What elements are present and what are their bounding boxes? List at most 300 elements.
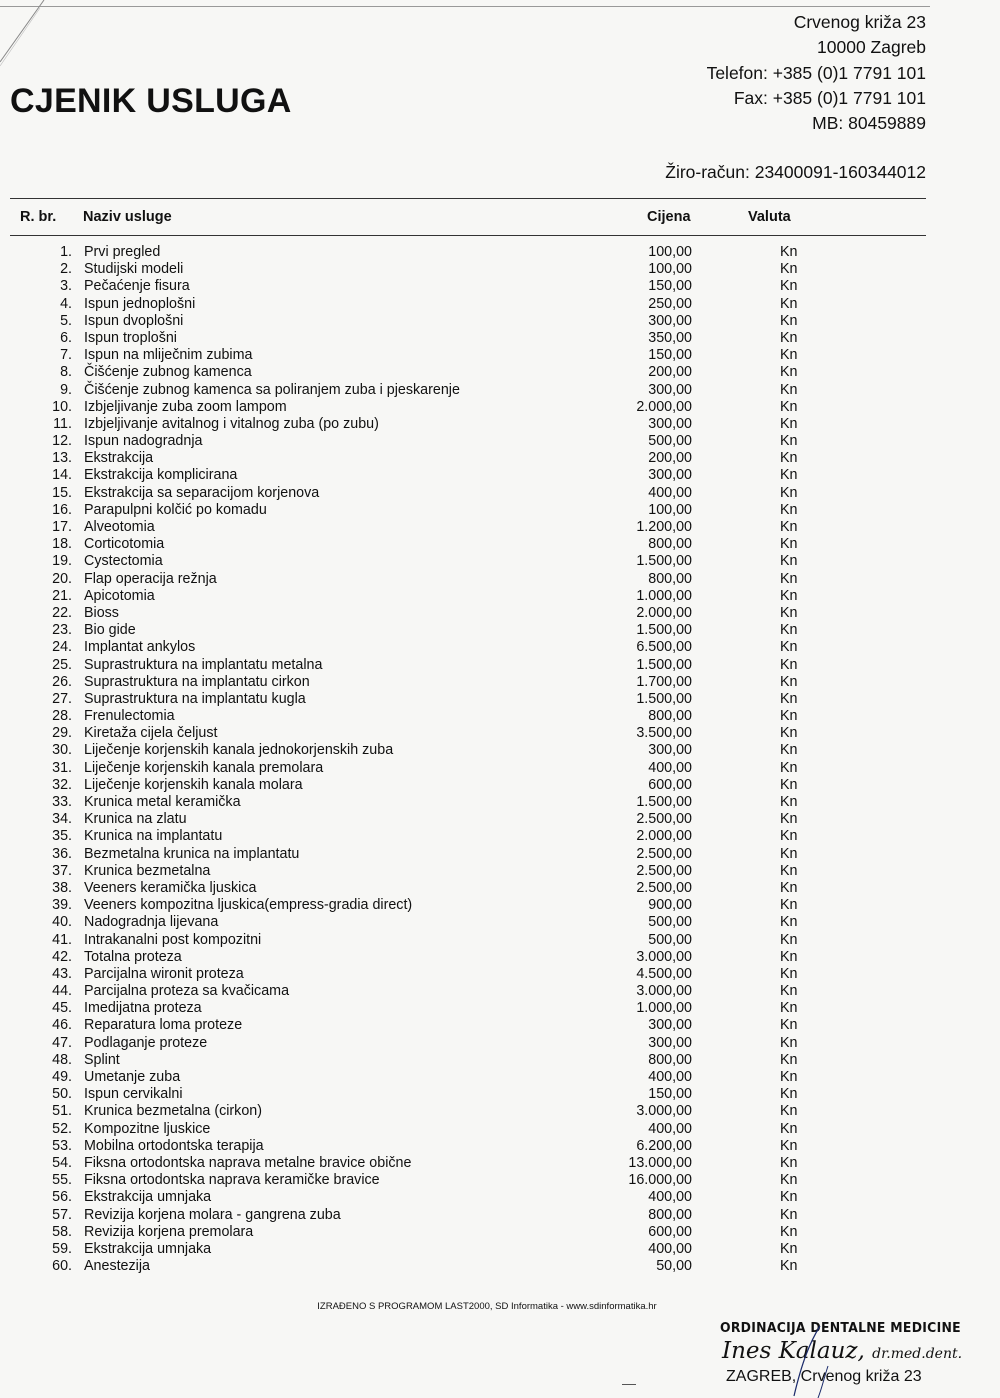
row-currency: Kn: [780, 1137, 798, 1154]
row-currency: Kn: [780, 794, 798, 810]
page-fold-mark: [0, 0, 60, 70]
row-price: 400,00: [648, 1120, 692, 1137]
row-service-name: Krunica bezmetalna: [84, 862, 211, 879]
row-currency: Kn: [780, 244, 798, 260]
row-currency: Kn: [780, 364, 798, 381]
table-row: [0, 1207, 1000, 1224]
row-currency: Kn: [780, 519, 798, 535]
table-row: [0, 657, 1000, 674]
row-number: 41.: [52, 931, 72, 948]
table-row: [0, 1241, 1000, 1258]
row-number: 23.: [52, 622, 72, 639]
row-currency: Kn: [780, 1223, 798, 1240]
row-price: 3.500,00: [636, 725, 692, 742]
row-price: 2.500,00: [636, 845, 692, 862]
row-currency: Kn: [780, 1000, 798, 1017]
table-row: [0, 949, 1000, 966]
row-price: 1.500,00: [636, 794, 692, 810]
row-currency: Kn: [780, 1120, 798, 1137]
row-currency: Kn: [780, 536, 798, 553]
row-service-name: Ekstrakcija: [84, 450, 154, 467]
address-phone: Telefon: +385 (0)1 7791 101: [706, 62, 926, 83]
row-price: 200,00: [648, 364, 692, 381]
row-currency: Kn: [780, 467, 798, 484]
row-number: 60.: [52, 1258, 72, 1275]
row-number: 48.: [52, 1051, 72, 1068]
row-number: 56.: [52, 1189, 72, 1206]
address-street: Crvenog križa 23: [793, 12, 926, 32]
row-number: 24.: [52, 639, 72, 656]
table-row: [0, 450, 1000, 467]
stamp-doctor-title: dr.med.dent.: [872, 1346, 963, 1362]
table-row: [0, 433, 1000, 450]
row-currency: Kn: [780, 862, 798, 879]
table-row: [0, 502, 1000, 519]
price-list-table: [0, 244, 1000, 1275]
table-top-rule: [10, 198, 926, 199]
stamp-address: ZAGREB, Crvenog križa 23: [726, 1368, 922, 1385]
row-currency: Kn: [780, 312, 798, 329]
row-number: 21.: [52, 587, 72, 604]
row-number: 59.: [52, 1240, 72, 1257]
row-currency: Kn: [780, 656, 798, 673]
row-price: 800,00: [648, 570, 692, 587]
row-service-name: Parcijalna proteza sa kvačicama: [84, 983, 290, 1000]
row-service-name: Parcijalna wironit proteza: [84, 965, 244, 982]
row-currency: Kn: [780, 759, 798, 776]
row-currency: Kn: [780, 1034, 798, 1051]
row-price: 300,00: [648, 742, 692, 759]
row-service-name: Ekstrakcija umnjaka: [84, 1240, 212, 1257]
row-price: 300,00: [648, 467, 692, 484]
row-number: 11.: [53, 415, 72, 432]
row-number: 29.: [52, 725, 72, 742]
row-service-name: Mobilna ortodontska terapija: [84, 1137, 264, 1154]
row-price: 300,00: [648, 381, 692, 398]
table-row: [0, 983, 1000, 1000]
row-number: 34.: [52, 811, 72, 828]
row-currency: Kn: [780, 742, 798, 759]
row-service-name: Kompozitne ljuskice: [84, 1120, 211, 1137]
row-number: 47.: [52, 1034, 72, 1051]
row-service-name: Intrakanalni post kompozitni: [84, 931, 262, 948]
row-currency: Kn: [780, 948, 798, 965]
row-price: 1.500,00: [636, 690, 692, 707]
row-service-name: Čišćenje zubnog kamenca sa poliranjem zuba i pjeskarenje: [84, 381, 460, 398]
row-number: 27.: [52, 690, 72, 707]
row-number: 2.: [60, 261, 72, 278]
row-price: 2.000,00: [636, 828, 692, 845]
row-price: 800,00: [648, 536, 692, 553]
clinic-address-block: [707, 10, 926, 136]
row-service-name: Splint: [84, 1051, 120, 1068]
row-currency: Kn: [780, 897, 798, 914]
row-number: 7.: [60, 347, 72, 364]
row-service-name: Bezmetalna krunica na implantatu: [84, 845, 300, 862]
row-service-name: Izbjeljivanje avitalnog i vitalnog zuba (po zubu): [84, 415, 379, 432]
bank-account: Žiro-račun: 23400091-160344012: [665, 162, 926, 182]
table-row: [0, 382, 1000, 399]
table-row: [0, 588, 1000, 605]
row-service-name: Suprastruktura na implantatu kugla: [84, 690, 306, 707]
row-service-name: Liječenje korjenskih kanala molara: [84, 776, 303, 793]
stamp-clinic-name: ORDINACIJA DENTALNE MEDICINE: [720, 1320, 961, 1336]
row-currency: Kn: [780, 776, 798, 793]
table-row: [0, 639, 1000, 656]
row-service-name: Suprastruktura na implantatu metalna: [84, 656, 323, 673]
row-service-name: Revizija korjena molara - gangrena zuba: [84, 1206, 341, 1223]
row-price: 1.700,00: [636, 673, 692, 690]
address-mb: MB: 80459889: [812, 113, 926, 134]
row-currency: Kn: [780, 673, 798, 690]
row-service-name: Krunica na implantatu: [84, 828, 223, 845]
row-service-name: Ispun dvoplošni: [84, 312, 184, 329]
table-row: [0, 932, 1000, 949]
table-row: [0, 605, 1000, 622]
row-number: 46.: [52, 1017, 72, 1034]
row-number: 12.: [52, 433, 72, 450]
row-number: 37.: [52, 862, 72, 879]
table-row: [0, 742, 1000, 759]
row-currency: Kn: [780, 725, 798, 742]
row-number: 40.: [52, 914, 72, 931]
row-number: 19.: [52, 553, 72, 570]
table-row: [0, 364, 1000, 381]
row-currency: Kn: [780, 261, 798, 278]
table-row: [0, 536, 1000, 553]
row-service-name: Imedijatna proteza: [84, 1000, 202, 1017]
row-currency: Kn: [780, 433, 798, 450]
row-service-name: Kiretaža cijela čeljust: [84, 725, 218, 742]
page-title: CJENIK USLUGA: [10, 82, 292, 120]
row-number: 31.: [52, 759, 72, 776]
stamp-doctor-name-text: Ines Kalauz,: [722, 1338, 865, 1364]
row-currency: Kn: [780, 1017, 798, 1034]
row-service-name: Studijski modeli: [84, 261, 184, 278]
table-row: [0, 1017, 1000, 1034]
row-currency: Kn: [780, 983, 798, 1000]
row-price: 300,00: [648, 312, 692, 329]
row-number: 43.: [52, 965, 72, 982]
row-currency: Kn: [780, 570, 798, 587]
row-price: 300,00: [648, 1034, 692, 1051]
table-row: [0, 811, 1000, 828]
table-row: [0, 519, 1000, 536]
table-row: [0, 261, 1000, 278]
top-rule: [0, 6, 930, 7]
row-price: 200,00: [648, 450, 692, 467]
table-row: [0, 1103, 1000, 1120]
row-service-name: Ispun troplošni: [84, 329, 177, 346]
row-currency: Kn: [780, 1206, 798, 1223]
row-price: 800,00: [648, 1206, 692, 1223]
row-currency: Kn: [780, 415, 798, 432]
row-number: 28.: [52, 708, 72, 725]
row-number: 54.: [52, 1154, 72, 1171]
table-row: [0, 1155, 1000, 1172]
row-currency: Kn: [780, 278, 798, 295]
row-service-name: Krunica metal keramička: [84, 794, 241, 810]
table-row: [0, 313, 1000, 330]
row-price: 800,00: [648, 1051, 692, 1068]
row-number: 58.: [52, 1223, 72, 1240]
row-currency: Kn: [780, 501, 798, 518]
row-service-name: Liječenje korjenskih kanala jednokorjenskih zuba: [84, 742, 394, 759]
table-row: [0, 1138, 1000, 1155]
row-number: 55.: [52, 1172, 72, 1189]
row-service-name: Flap operacija režnja: [84, 570, 217, 587]
row-currency: Kn: [780, 845, 798, 862]
row-price: 1.500,00: [636, 622, 692, 639]
table-row: [0, 278, 1000, 295]
row-currency: Kn: [780, 295, 798, 312]
row-currency: Kn: [780, 553, 798, 570]
row-service-name: Ispun cervikalni: [84, 1086, 183, 1103]
row-price: 1.200,00: [636, 519, 692, 535]
table-row: [0, 330, 1000, 347]
table-row: [0, 244, 1000, 261]
row-currency: Kn: [780, 914, 798, 931]
row-number: 8.: [60, 364, 72, 381]
row-number: 5.: [60, 312, 72, 329]
row-currency: Kn: [780, 931, 798, 948]
table-row: [0, 571, 1000, 588]
row-currency: Kn: [780, 1240, 798, 1257]
row-service-name: Reparatura loma proteze: [84, 1017, 243, 1034]
row-number: 38.: [52, 879, 72, 896]
table-row: [0, 674, 1000, 691]
row-currency: Kn: [780, 347, 798, 364]
row-currency: Kn: [780, 329, 798, 346]
row-price: 400,00: [648, 1240, 692, 1257]
row-price: 2.500,00: [636, 879, 692, 896]
table-row: [0, 777, 1000, 794]
row-number: 30.: [52, 742, 72, 759]
row-price: 3.000,00: [636, 1103, 692, 1120]
row-service-name: Ispun jednoplošni: [84, 295, 196, 312]
row-price: 250,00: [648, 295, 692, 312]
row-price: 3.000,00: [636, 948, 692, 965]
row-number: 32.: [52, 776, 72, 793]
row-price: 400,00: [648, 484, 692, 501]
row-price: 1.000,00: [636, 587, 692, 604]
row-price: 300,00: [648, 415, 692, 432]
address-fax: Fax: +385 (0)1 7791 101: [733, 87, 926, 108]
row-number: 15.: [52, 484, 72, 501]
table-row: [0, 725, 1000, 742]
row-price: 1.500,00: [636, 553, 692, 570]
row-price: 2.500,00: [636, 811, 692, 828]
table-row: [0, 897, 1000, 914]
row-service-name: Corticotomia: [84, 536, 165, 553]
column-header-number: R. br.: [20, 209, 57, 225]
table-row: [0, 416, 1000, 433]
row-service-name: Veeners keramička ljuskica: [84, 879, 257, 896]
row-service-name: Ispun nadogradnja: [84, 433, 203, 450]
table-row: [0, 622, 1000, 639]
table-row: [0, 485, 1000, 502]
table-row: [0, 1258, 1000, 1275]
row-service-name: Pečaćenje fisura: [84, 278, 190, 295]
row-currency: Kn: [780, 690, 798, 707]
table-row: [0, 846, 1000, 863]
table-row: [0, 399, 1000, 416]
row-number: 3.: [60, 278, 72, 295]
row-currency: Kn: [780, 381, 798, 398]
row-currency: Kn: [780, 398, 798, 415]
row-price: 150,00: [648, 1086, 692, 1103]
table-row: [0, 296, 1000, 313]
column-header-price: Cijena: [647, 209, 691, 225]
row-currency: Kn: [780, 604, 798, 621]
row-number: 6.: [60, 329, 72, 346]
table-row: [0, 828, 1000, 845]
row-price: 100,00: [648, 244, 692, 260]
row-price: 6.500,00: [636, 639, 692, 656]
row-currency: Kn: [780, 1172, 798, 1189]
table-row: [0, 1121, 1000, 1138]
row-service-name: Ekstrakcija umnjaka: [84, 1189, 212, 1206]
row-number: 42.: [52, 948, 72, 965]
row-number: 57.: [52, 1206, 72, 1223]
row-currency: Kn: [780, 1258, 798, 1275]
row-service-name: Čišćenje zubnog kamenca: [84, 364, 252, 381]
row-price: 50,00: [656, 1258, 692, 1275]
table-row: [0, 1224, 1000, 1241]
row-currency: Kn: [780, 1154, 798, 1171]
table-row: [0, 691, 1000, 708]
column-header-currency: Valuta: [748, 209, 791, 225]
row-service-name: Ispun na mliječnim zubima: [84, 347, 253, 364]
table-row: [0, 966, 1000, 983]
footer-note: IZRAĐENO S PROGRAMOM LAST2000, SD Informatika - www.sdinformatika.hr: [317, 1301, 657, 1312]
row-currency: Kn: [780, 965, 798, 982]
address-city: 10000 Zagreb: [817, 37, 926, 58]
row-number: 50.: [52, 1086, 72, 1103]
row-currency: Kn: [780, 828, 798, 845]
row-currency: Kn: [780, 879, 798, 896]
row-service-name: Nadogradnja lijevana: [84, 914, 219, 931]
row-number: 53.: [52, 1137, 72, 1154]
row-price: 2.000,00: [636, 604, 692, 621]
row-service-name: Bio gide: [84, 622, 136, 639]
row-price: 13.000,00: [628, 1154, 692, 1171]
row-service-name: Fiksna ortodontska naprava keramičke bravice: [84, 1172, 380, 1189]
row-number: 49.: [52, 1069, 72, 1085]
row-service-name: Revizija korjena premolara: [84, 1223, 254, 1240]
row-number: 20.: [52, 570, 72, 587]
row-service-name: Alveotomia: [84, 519, 155, 535]
row-service-name: Frenulectomia: [84, 708, 175, 725]
row-price: 2.000,00: [636, 398, 692, 415]
row-price: 100,00: [648, 501, 692, 518]
table-row: [0, 1086, 1000, 1103]
row-price: 800,00: [648, 708, 692, 725]
row-number: 17.: [52, 519, 72, 535]
table-row: [0, 347, 1000, 364]
row-price: 600,00: [648, 1223, 692, 1240]
row-price: 500,00: [648, 914, 692, 931]
handwritten-signature: [780, 1322, 860, 1398]
row-number: 44.: [52, 983, 72, 1000]
table-row: [0, 1189, 1000, 1206]
row-service-name: Umetanje zuba: [84, 1069, 181, 1085]
row-service-name: Anestezija: [84, 1258, 150, 1275]
row-price: 400,00: [648, 759, 692, 776]
row-number: 1.: [60, 244, 72, 260]
row-number: 35.: [52, 828, 72, 845]
row-currency: Kn: [780, 450, 798, 467]
row-number: 10.: [52, 398, 72, 415]
row-service-name: Liječenje korjenskih kanala premolara: [84, 759, 324, 776]
row-number: 22.: [52, 604, 72, 621]
row-currency: Kn: [780, 639, 798, 656]
row-service-name: Suprastruktura na implantatu cirkon: [84, 673, 310, 690]
row-price: 4.500,00: [636, 965, 692, 982]
row-service-name: Izbjeljivanje zuba zoom lampom: [84, 398, 287, 415]
row-number: 36.: [52, 845, 72, 862]
row-currency: Kn: [780, 587, 798, 604]
row-number: 45.: [52, 1000, 72, 1017]
row-service-name: Apicotomia: [84, 587, 155, 604]
row-number: 25.: [52, 656, 72, 673]
row-price: 600,00: [648, 776, 692, 793]
row-currency: Kn: [780, 484, 798, 501]
table-row: [0, 1069, 1000, 1086]
row-price: 150,00: [648, 347, 692, 364]
table-row: [0, 760, 1000, 777]
row-service-name: Fiksna ortodontska naprava metalne bravice obične: [84, 1154, 412, 1171]
row-price: 1.500,00: [636, 656, 692, 673]
table-row: [0, 708, 1000, 725]
row-price: 900,00: [648, 897, 692, 914]
row-number: 26.: [52, 673, 72, 690]
table-row: [0, 914, 1000, 931]
table-row: [0, 1035, 1000, 1052]
row-currency: Kn: [780, 1069, 798, 1085]
row-service-name: Krunica na zlatu: [84, 811, 187, 828]
row-service-name: Krunica bezmetalna (cirkon): [84, 1103, 262, 1120]
row-currency: Kn: [780, 1103, 798, 1120]
row-number: 39.: [52, 897, 72, 914]
row-currency: Kn: [780, 811, 798, 828]
table-row: [0, 467, 1000, 484]
row-number: 33.: [52, 794, 72, 810]
row-currency: Kn: [780, 1189, 798, 1206]
row-service-name: Bioss: [84, 604, 119, 621]
row-price: 500,00: [648, 931, 692, 948]
table-row: [0, 1000, 1000, 1017]
row-price: 400,00: [648, 1069, 692, 1085]
page-mark: [622, 1384, 636, 1385]
table-row: [0, 1172, 1000, 1189]
row-number: 52.: [52, 1120, 72, 1137]
row-price: 2.500,00: [636, 862, 692, 879]
row-number: 9.: [60, 381, 72, 398]
row-price: 350,00: [648, 329, 692, 346]
row-currency: Kn: [780, 1051, 798, 1068]
row-price: 100,00: [648, 261, 692, 278]
row-service-name: Ekstrakcija komplicirana: [84, 467, 238, 484]
table-row: [0, 1052, 1000, 1069]
row-number: 14.: [52, 467, 72, 484]
row-service-name: Parapulpni kolčić po komadu: [84, 501, 267, 518]
row-currency: Kn: [780, 708, 798, 725]
row-price: 1.000,00: [636, 1000, 692, 1017]
row-number: 16.: [52, 501, 72, 518]
row-price: 6.200,00: [636, 1137, 692, 1154]
row-price: 3.000,00: [636, 983, 692, 1000]
